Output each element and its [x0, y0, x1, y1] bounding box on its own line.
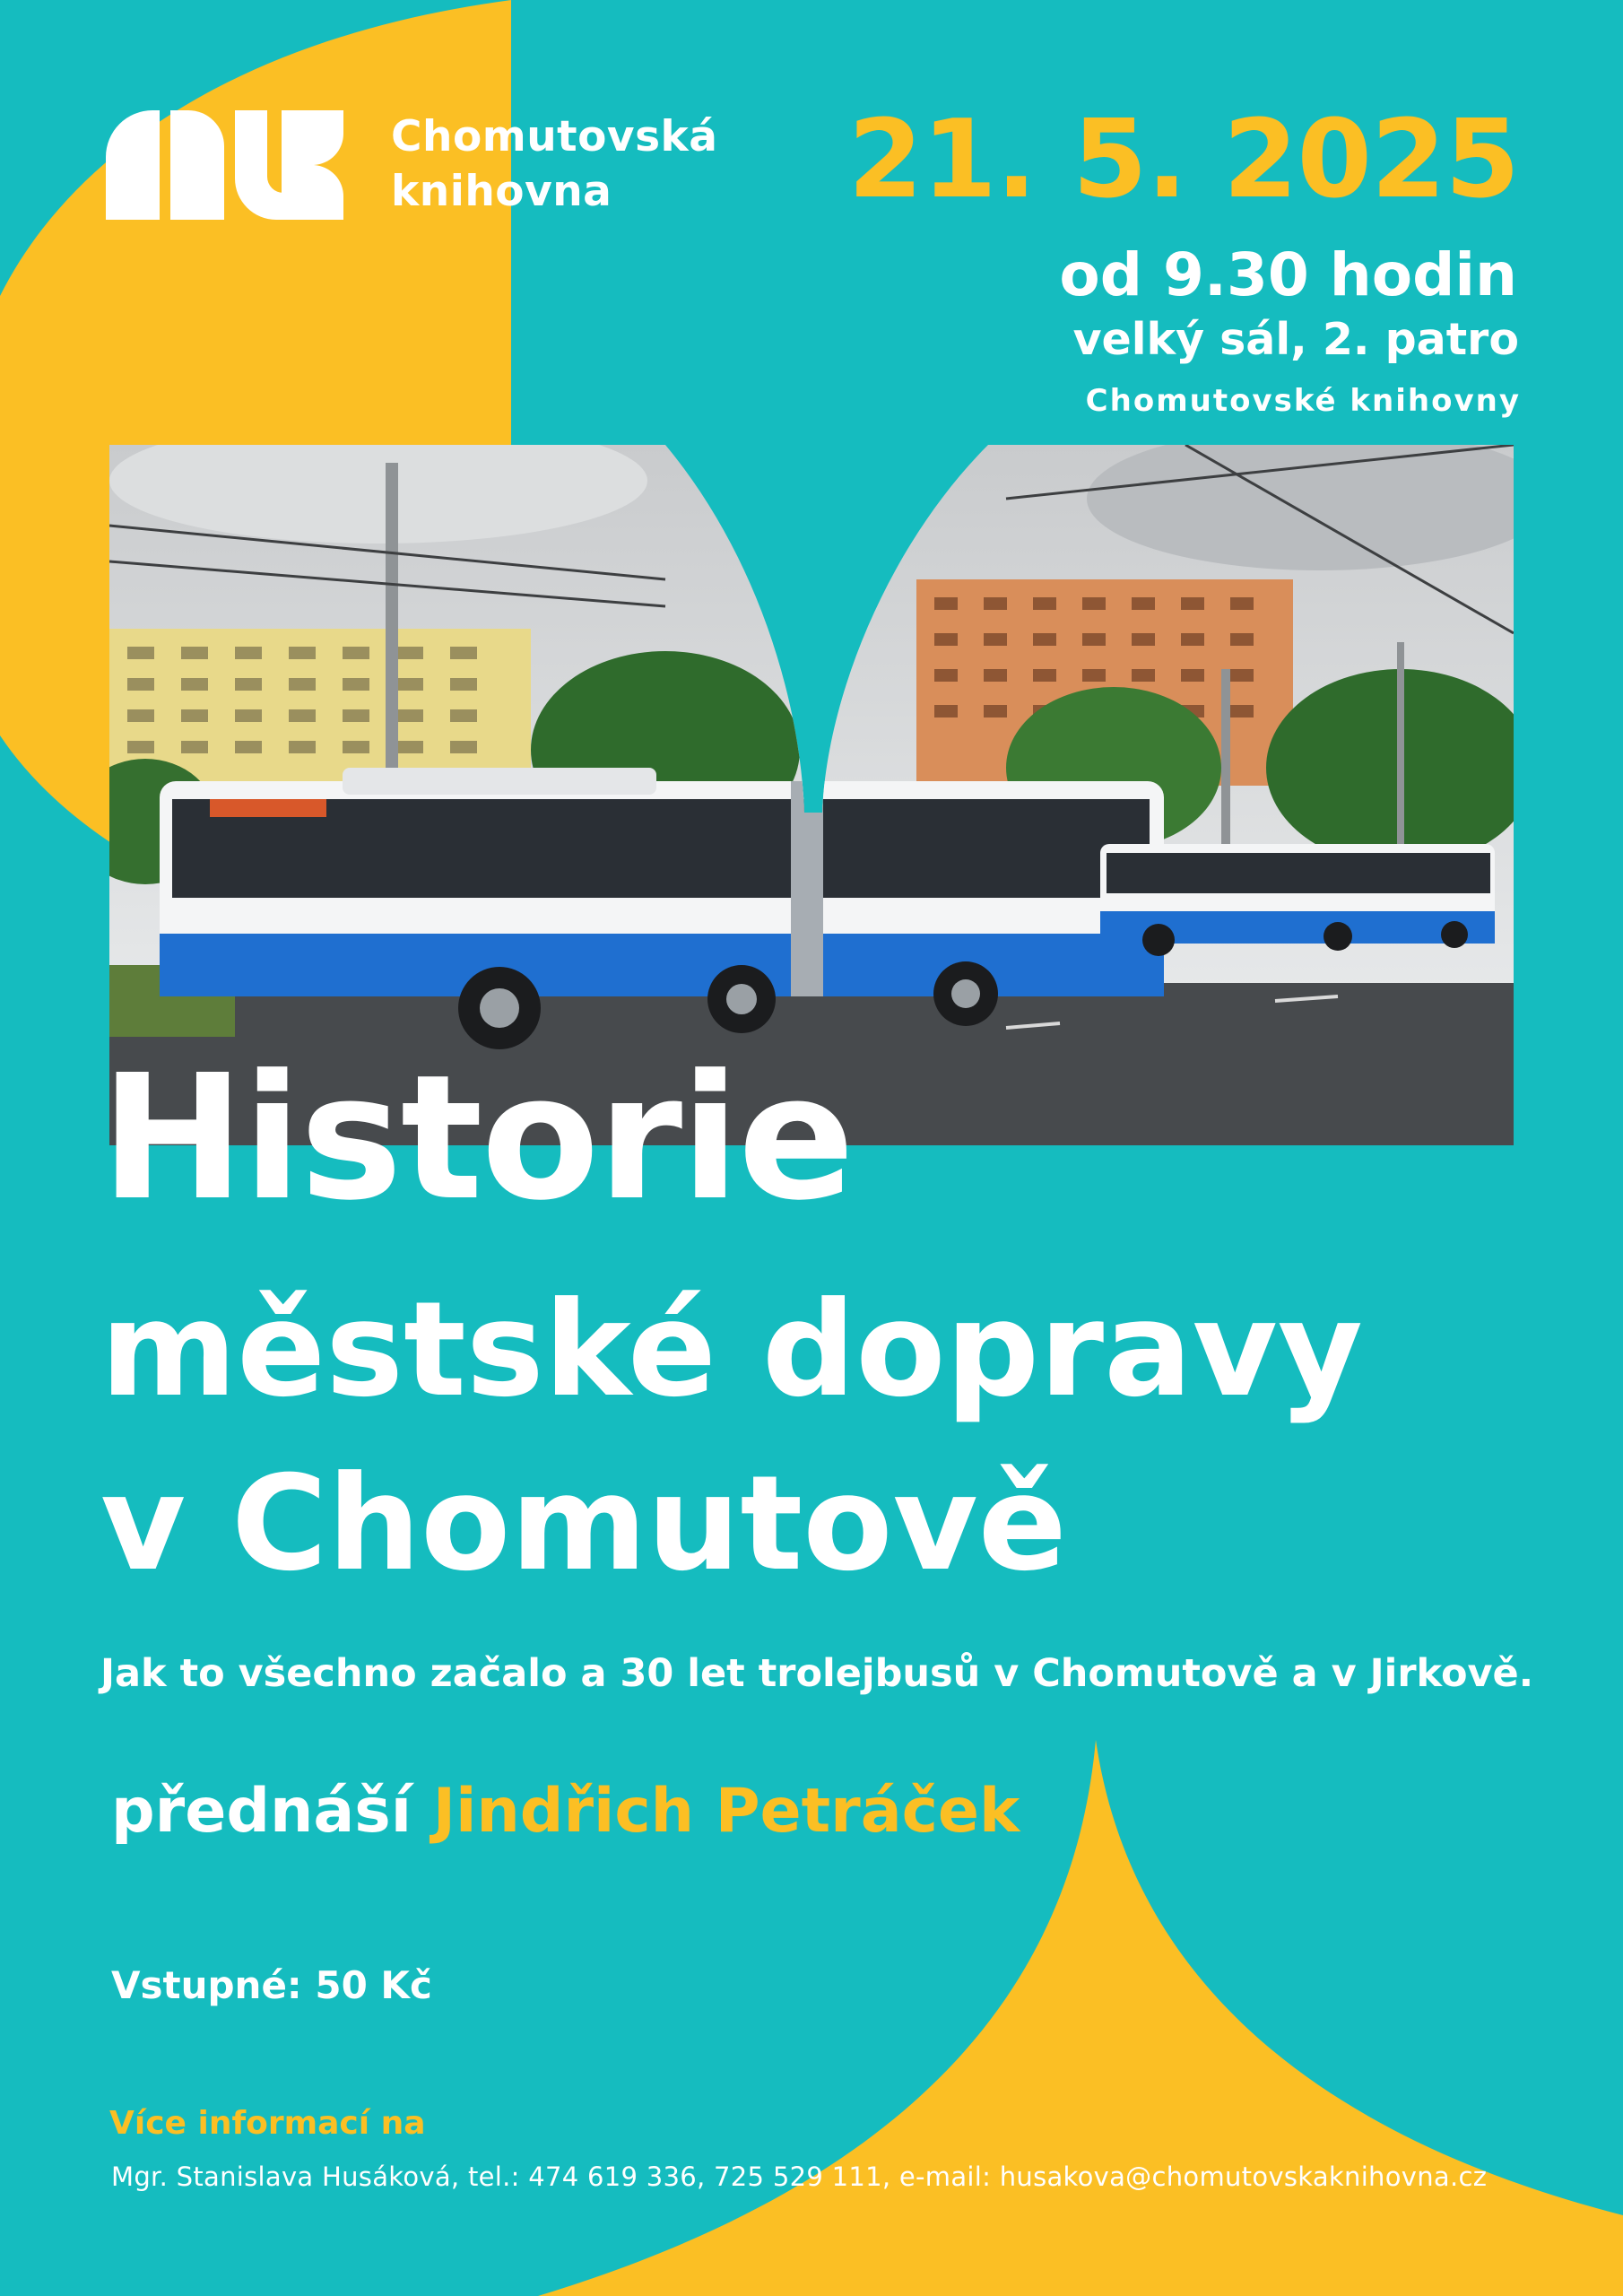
event-place: velký sál, 2. patro	[1072, 314, 1519, 365]
lecturer-label: přednáší	[111, 1776, 412, 1847]
event-time: od 9.30 hodin	[1059, 240, 1517, 309]
event-title-line3: v Chomutově	[100, 1448, 1067, 1600]
more-info-heading: Více informací na	[109, 2105, 426, 2142]
event-subtitle: Jak to všechno začalo a 30 let trolejbusů v Chomutově a v Jirkově.	[100, 1651, 1534, 1696]
event-date: 21. 5. 2025	[847, 98, 1519, 222]
event-title-line1: Historie	[100, 1039, 854, 1239]
library-name-line1: Chomutovská	[391, 112, 718, 161]
contact-line: Mgr. Stanislava Husáková, tel.: 474 619 336, 725 529 111, e-mail: husakova@chomutovskaknihovna.cz	[111, 2161, 1488, 2192]
library-name	[391, 109, 718, 219]
event-title-line2: městské dopravy	[100, 1274, 1363, 1426]
lecturer-name: Jindřich Petráček	[432, 1776, 1020, 1847]
event-venue: Chomutovské knihovny	[1085, 383, 1521, 419]
admission-fee: Vstupné: 50 Kč	[111, 1963, 432, 2007]
lecturer	[111, 1773, 1020, 1850]
library-logo-icon	[106, 110, 343, 220]
library-name-line2: knihovna	[391, 167, 612, 216]
